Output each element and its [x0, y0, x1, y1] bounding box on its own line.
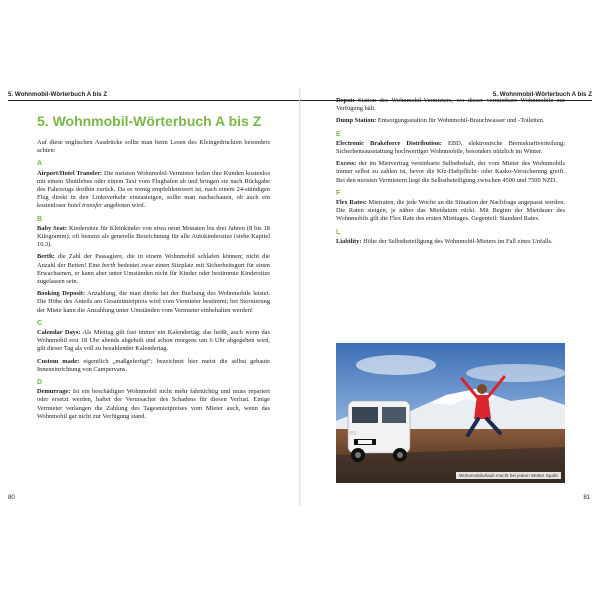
- glossary-definition: die Zahl der Passagiere, die in einem Wohnmobil schlafen können; nicht die Anzahl der Betten! Eine: [37, 253, 270, 269]
- header-rule-left: [8, 100, 300, 101]
- glossary-definition: Als Miettag gilt fast immer ein Kalendertag; das heißt, auch wenn das Wohnmobil erst 18 Uhr abends abgeholt und schon morgens um 6 Uhr abgegeben wird, gilt dieser Tag als voll zu bezahlender Kalendertag.: [37, 329, 270, 353]
- glossary-term: Baby Seat:: [37, 224, 68, 232]
- running-head-right: 5. Wohnmobil-Wörterbuch A bis Z: [492, 91, 592, 98]
- campervan-photo: [336, 343, 565, 483]
- section-letter: L: [336, 228, 341, 236]
- glossary-definition: EBD, elektronische Bremskraftverteilung; Sicherheitsausstattung hochwertiger Wohnmobile, besonders nützlich im Winter.: [336, 139, 565, 156]
- section-letter: A: [37, 160, 43, 168]
- glossary-entry: [37, 225, 270, 250]
- section-letter: B: [37, 215, 43, 223]
- glossary-definition: Kindersitze für Kleinkinder von etwa neun Monaten bis drei Jahren (8 bis 18 Kilogramm); oft benutzt als generelle Bezeichnung für alle Autokindersitze (siehe Kapitel 10.3).: [37, 224, 270, 249]
- glossary-definition-tail: angeboten wird.: [102, 202, 146, 210]
- glossary-term: Demurrage:: [37, 388, 71, 396]
- glossary-definition: der im Mietvertrag vereinbarte Selbstbehalt, der vom Mieter des Wohnmobils immer selbst zu zahlen ist, bevor die Kfz-Haftpflicht- oder Kasko-Versicherung greift. Bei den meisten Vermietern liegt die Selbstbeteiligung zwischen 4500 und 7500 NZD.: [336, 160, 565, 184]
- glossary-entry: [336, 140, 565, 156]
- glossary-entry: [37, 329, 270, 354]
- book-spread: [0, 88, 600, 506]
- left-page: [0, 88, 300, 506]
- left-text-column: [37, 139, 270, 425]
- glossary-entry: [37, 170, 270, 211]
- glossary-term: Custom made:: [37, 357, 80, 365]
- glossary-definition: Ist ein beschädigter Wohnmobil nicht mehr fahrtüchtig und muss repariert oder ersetzt werden, haftet der Verursacher des Schadens für diesen Verlust. Einige Vermieter verlangen die Zahlung des Tagesmietpreises vom Mieter auch, wenn das Wohnmobil gar nicht zur Verfügung stand.: [37, 388, 270, 420]
- emphasized-term: berth: [102, 261, 116, 269]
- glossary-entry: [37, 388, 270, 421]
- glossary-entry: [37, 290, 270, 315]
- glossary-entry: [37, 253, 270, 286]
- glossary-term: Excess:: [336, 160, 357, 168]
- glossary-term: Dump Station:: [336, 117, 377, 125]
- glossary-definition: Mietraten, die jede Woche an die Situation der Nachfrage angepasst werden. Die Raten steigen, je näher das Mietdatum rückt. Mit Beginn der Mietdauer des Wohnmobils gilt die Flex Rate des ersten Miettages. Gegenteil: Standard Rates.: [336, 199, 565, 223]
- glossary-entry: [336, 97, 565, 113]
- glossary-term: Flex Rates:: [336, 199, 367, 207]
- glossary-definition: eigentlich „maßgefertigt“; bezeichnet hier meist die selbst gebaute Inneneinrichtung von Campervans.: [37, 357, 270, 373]
- glossary-entry: [336, 117, 565, 125]
- glossary-entry: [336, 160, 565, 185]
- section-letter: E: [336, 130, 341, 138]
- intro-paragraph: Auf diese englischen Ausdrücke sollte man beim Lesen des Kleingedruckten besonders achten:: [37, 139, 270, 155]
- right-text-column: [336, 97, 565, 250]
- glossary-definition: Station des Wohnmobil-Vermieters, wo dieser vermietbare Wohnmobile zur Verfügung hält.: [336, 97, 565, 113]
- glossary-term: Berth:: [37, 253, 55, 261]
- photo-illustration: [336, 343, 565, 483]
- section-letter: F: [336, 189, 341, 197]
- glossary-term: Calendar Days:: [37, 329, 81, 337]
- page-number-right: 81: [583, 495, 590, 501]
- glossary-definition: Die meisten Wohnmobil-Vermieter holen ihre Kunden kostenlos mit einem Shuttlebus oder einem Taxi vom Flughafen ab und bringen sie nach Rückgabe des Fahrzeugs dorthin zurück. Da es wenig empfehlenswert ist, nach einem 24-stündigen Flug direkt in den Linksverkehr einzusteigen, sollte man nachschauen, ob auch ein kostenloser: [37, 169, 270, 210]
- glossary-term: Airport/Hotel Transfer:: [37, 169, 103, 177]
- right-page: [300, 88, 600, 506]
- page-number-left: 80: [8, 495, 15, 501]
- section-letter: C: [37, 319, 43, 327]
- glossary-definition: Entsorgungsstation für Wohnmobil-Brauchwasser und -Toiletten.: [376, 117, 545, 125]
- glossary-term: Booking Deposit:: [37, 290, 85, 298]
- glossary-term: Liability:: [336, 237, 362, 245]
- running-head-left: 5. Wohnmobil-Wörterbuch A bis Z: [8, 91, 108, 98]
- glossary-entry: [37, 358, 270, 374]
- glossary-term: Electronic Brakeforce Distribution:: [336, 139, 442, 147]
- emphasized-term: hotel transfer: [67, 202, 103, 210]
- glossary-definition: Anzahlung, die man direkt bei der Buchung des Wohnmobils leistet. Die Höhe des Anteils am Gesamtmietpreis wird vom Vermieter bestimmt; bei Stornierung der Miete kann die Anzahlung unter Umständen vom Vermieter einbehalten werden!: [37, 290, 270, 314]
- chapter-title: 5. Wohnmobil-Wörterbuch A bis Z: [37, 113, 262, 129]
- glossary-entry: [336, 238, 565, 246]
- glossary-term: Depot:: [336, 97, 355, 104]
- section-letter: D: [37, 379, 43, 387]
- glossary-definition: Höhe der Selbstbeteiligung des Wohnmobil-Mieters im Fall eines Unfalls.: [361, 237, 553, 245]
- glossary-entry: [336, 199, 565, 224]
- photo-caption: Wohnmobilurlaub macht bei jedem Wetter Spaß!: [456, 472, 561, 479]
- campervan-icon: [348, 401, 410, 462]
- glossary-definition-tail: bedeutet zwar einen Sitzplatz mit Sicherheitsgurt für einen Erwachsenen, er kann aber unter Umständen nicht für Kinder oder bestimmte Kindersitze zugelassen sein.: [37, 261, 270, 286]
